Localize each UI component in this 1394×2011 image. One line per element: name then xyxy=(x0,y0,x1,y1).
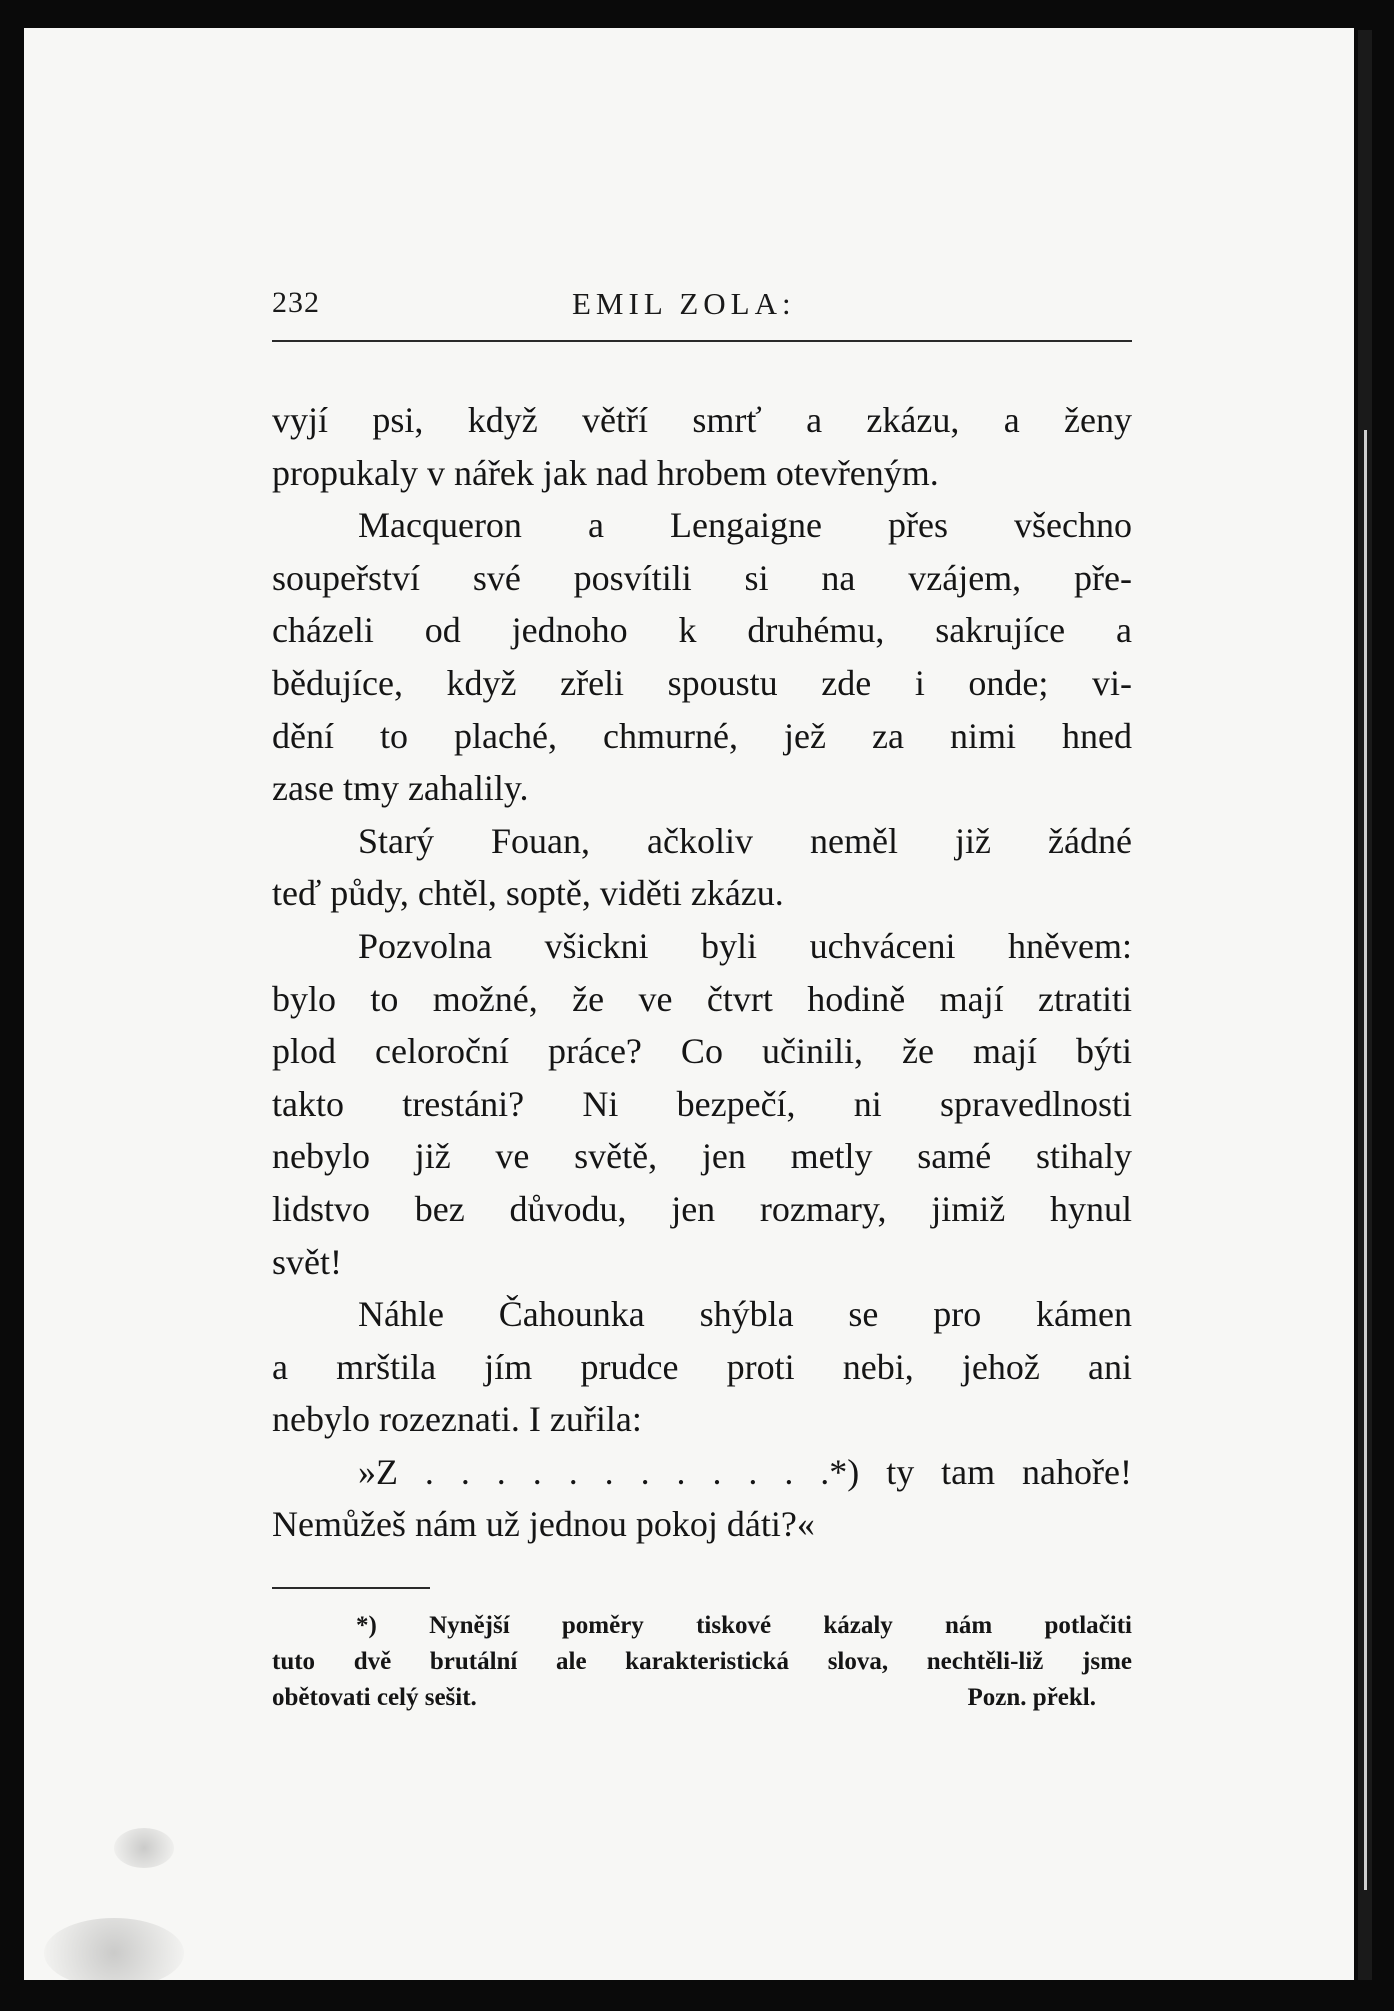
page-number: 232 xyxy=(272,286,320,319)
body-text xyxy=(272,394,1132,1551)
text-line: vyjí psi, když větří smrť a zkázu, a ženy xyxy=(272,400,1132,440)
text-line: takto trestáni? Ni bezpečí, ni spravedlnosti xyxy=(272,1083,1132,1124)
text-line: plod celoroční práce? Co učinili, že mají býti xyxy=(272,1031,1132,1072)
footnote-line: tuto dvě brutální ale karakteristická slova, nechtěli-liž jsme xyxy=(272,1648,1132,1675)
footnote-line: *) Nynější poměry tiskové kázaly nám potlačiti xyxy=(356,1612,1132,1639)
scan-smudge xyxy=(114,1828,174,1868)
text-line: bědujíce, když zřeli spoustu zde i onde; vi- xyxy=(272,662,1132,703)
text-line: »Z . . . . . . . . . . . .*) ty tam nahoře! xyxy=(358,1451,1132,1492)
translator-note: Pozn. překl. xyxy=(967,1684,1096,1711)
text-line: cházeli od jednoho k druhému, sakrujíce a xyxy=(272,610,1132,651)
footnote-text: obětovati celý sešit. xyxy=(272,1684,477,1711)
text-line: nebylo rozeznati. I zuřila: xyxy=(272,1399,642,1440)
running-title: EMIL ZOLA: xyxy=(572,286,796,321)
text-line: Pozvolna všickni byli uchváceni hněvem: xyxy=(358,925,1132,966)
book-page xyxy=(24,28,1354,1980)
text-line: bylo to možné, že ve čtvrt hodině mají ztratiti xyxy=(272,978,1132,1019)
footnote xyxy=(272,1608,1132,1716)
text-line: a mrštila jím prudce proti nebi, jehož ani xyxy=(272,1346,1132,1387)
scan-smudge xyxy=(44,1918,184,1980)
footnote-rule xyxy=(272,1587,430,1589)
footnote-line-last xyxy=(272,1680,1132,1716)
text-line: svět! xyxy=(272,1241,342,1282)
text-line: lidstvo bez důvodu, jen rozmary, jimiž hynul xyxy=(272,1188,1132,1229)
text-line: Náhle Čahounka shýbla se pro kámen xyxy=(358,1294,1132,1335)
text-line: propukaly v nářek jak nad hrobem otevřeným. xyxy=(272,452,939,493)
page-header xyxy=(272,286,1132,326)
text-line: Starý Fouan, ačkoliv neměl již žádné xyxy=(358,820,1132,861)
header-rule xyxy=(272,340,1132,342)
book-spine-highlight xyxy=(1364,430,1367,1890)
text-line: soupeřství své posvítili si na vzájem, pře- xyxy=(272,557,1132,598)
text-line: Macqueron a Lengaigne přes všechno xyxy=(358,505,1132,546)
text-line: nebylo již ve světě, jen metly samé stihaly xyxy=(272,1136,1132,1177)
text-line: Nemůžeš nám už jednou pokoj dáti?« xyxy=(272,1504,815,1545)
text-line: dění to plaché, chmurné, jež za nimi hned xyxy=(272,715,1132,756)
text-line: zase tmy zahalily. xyxy=(272,768,529,809)
text-line: teď půdy, chtěl, soptě, viděti zkázu. xyxy=(272,873,784,914)
